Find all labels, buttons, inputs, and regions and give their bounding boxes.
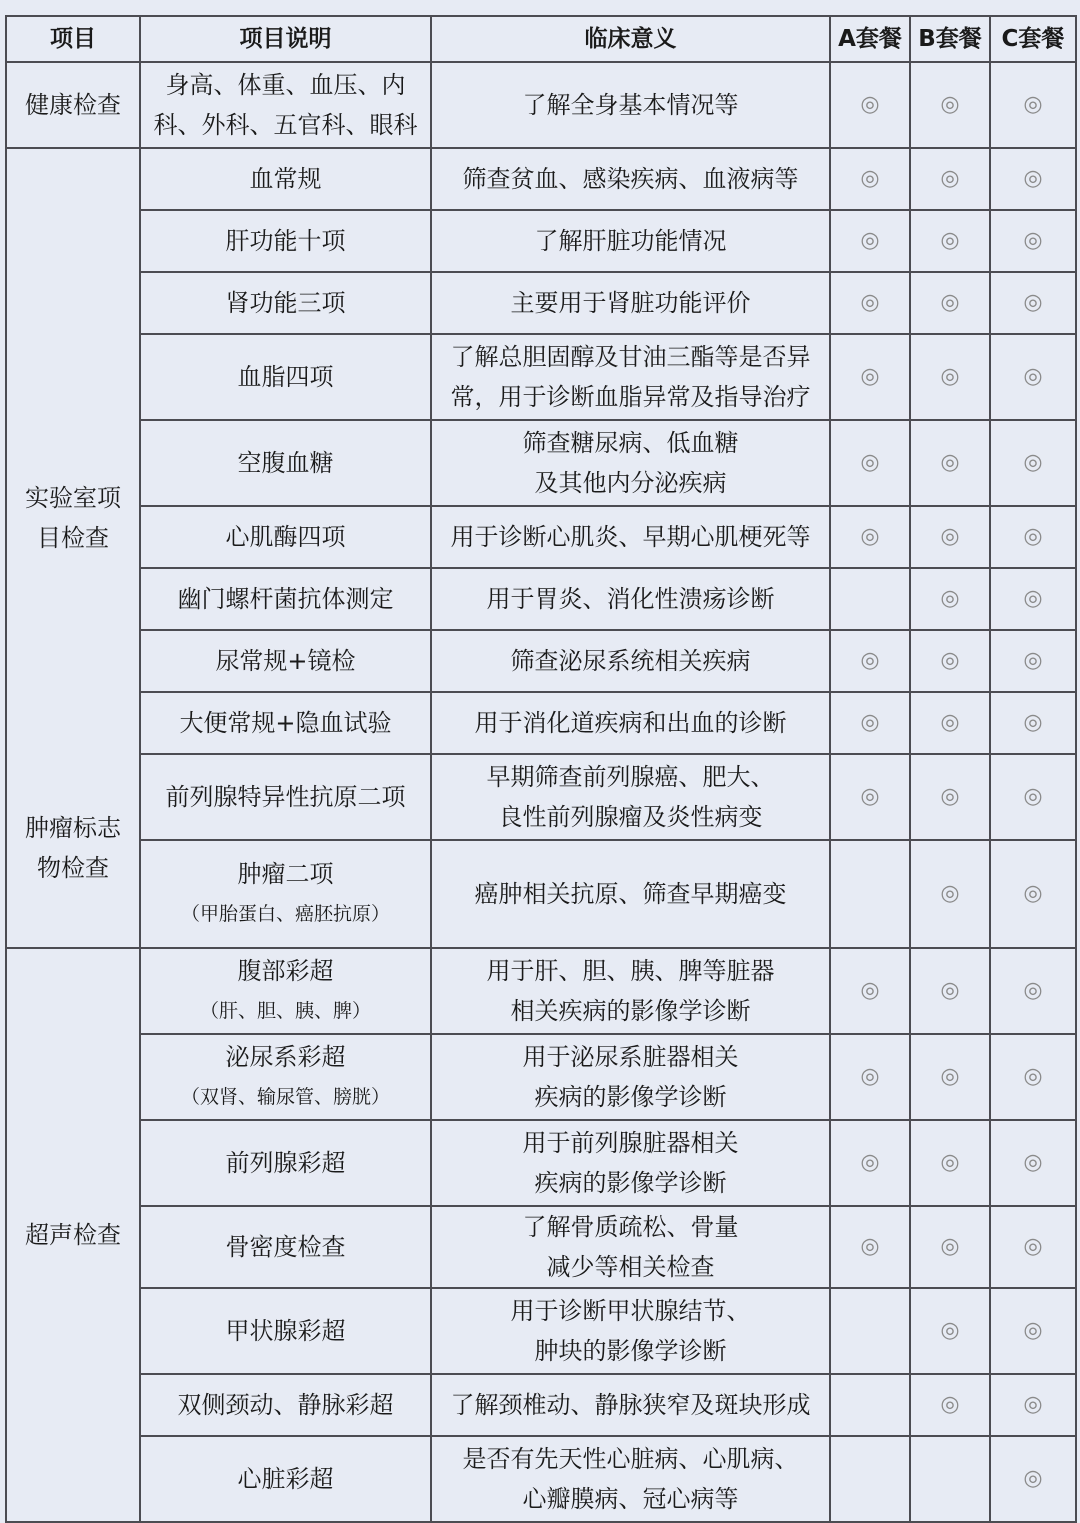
package-a-mark (830, 1288, 910, 1374)
meaning-line: 用于胃炎、消化性溃疡诊断 (486, 585, 775, 613)
description-line: 幽门螺杆菌抗体测定 (177, 585, 394, 613)
category-label: 超声检查 (25, 1221, 121, 1249)
package-b-mark: ◎ (910, 1288, 990, 1374)
description-line: 大便常规+隐血试验 (179, 709, 392, 737)
package-b-mark: ◎ (910, 1120, 990, 1206)
category-label: 健康检查 (25, 91, 121, 119)
table-row (6, 840, 1076, 948)
item-description (140, 754, 431, 840)
package-c-mark: ◎ (990, 1034, 1076, 1120)
meaning-line: 癌肿相关抗原、筛查早期癌变 (474, 880, 787, 908)
header-meaning: 临床意义 (431, 16, 830, 62)
header-package-c: C套餐 (990, 16, 1076, 62)
clinical-meaning (431, 1288, 830, 1374)
description-line: 肿瘤二项 (237, 860, 334, 888)
meaning-line: 心瓣膜病、冠心病等 (522, 1485, 739, 1513)
item-description (140, 1436, 431, 1522)
clinical-meaning (431, 948, 830, 1034)
item-description (140, 420, 431, 506)
package-b-mark: ◎ (910, 692, 990, 754)
table-row (6, 568, 1076, 630)
meaning-line: 及其他内分泌疾病 (534, 469, 727, 497)
package-b-mark: ◎ (910, 948, 990, 1034)
package-a-mark: ◎ (830, 1120, 910, 1206)
meaning-line: 了解骨质疏松、骨量 (522, 1213, 739, 1241)
meaning-line: 用于诊断甲状腺结节、 (510, 1297, 751, 1325)
package-a-mark: ◎ (830, 948, 910, 1034)
table-row (6, 210, 1076, 272)
package-c-mark: ◎ (990, 1206, 1076, 1288)
table-row (6, 630, 1076, 692)
package-a-mark: ◎ (830, 506, 910, 568)
package-b-mark (910, 1436, 990, 1522)
table-row (6, 948, 1076, 1034)
category-label-line: 物检查 (37, 854, 109, 882)
package-b-mark: ◎ (910, 210, 990, 272)
meaning-line: 筛查糖尿病、低血糖 (522, 429, 739, 457)
package-a-mark: ◎ (830, 62, 910, 148)
description-line: 泌尿系彩超 (225, 1043, 346, 1071)
package-a-mark: ◎ (830, 754, 910, 840)
package-b-mark: ◎ (910, 420, 990, 506)
meaning-line: 早期筛查前列腺癌、肥大、 (486, 763, 775, 791)
meaning-line: 疾病的影像学诊断 (534, 1083, 727, 1111)
package-b-mark: ◎ (910, 1374, 990, 1436)
meaning-line: 相关疾病的影像学诊断 (510, 997, 751, 1025)
meaning-line: 了解肝脏功能情况 (534, 227, 727, 255)
package-a-mark: ◎ (830, 1206, 910, 1288)
description-line: 骨密度检查 (225, 1233, 346, 1261)
item-description (140, 1120, 431, 1206)
package-a-mark: ◎ (830, 630, 910, 692)
description-line: 尿常规+镜检 (215, 647, 356, 675)
package-b-mark: ◎ (910, 1206, 990, 1288)
package-c-mark: ◎ (990, 272, 1076, 334)
meaning-line: 用于诊断心肌炎、早期心肌梗死等 (450, 523, 811, 551)
description-line: 腹部彩超 (237, 957, 334, 985)
clinical-meaning (431, 568, 830, 630)
table-row (6, 148, 1076, 210)
table-row (6, 1436, 1076, 1522)
item-description (140, 62, 431, 148)
item-description (140, 948, 431, 1034)
package-c-mark: ◎ (990, 148, 1076, 210)
meaning-line: 常，用于诊断血脂异常及指导治疗 (450, 383, 811, 411)
package-c-mark: ◎ (990, 62, 1076, 148)
item-description (140, 630, 431, 692)
header-package-b: B套餐 (910, 16, 990, 62)
clinical-meaning (431, 1374, 830, 1436)
clinical-meaning (431, 148, 830, 210)
description-line: 肝功能十项 (225, 227, 346, 255)
package-a-mark (830, 1436, 910, 1522)
description-line: 血常规 (249, 165, 322, 193)
package-b-mark: ◎ (910, 506, 990, 568)
package-b-mark: ◎ (910, 272, 990, 334)
item-description (140, 1206, 431, 1288)
item-description (140, 568, 431, 630)
category-label-line: 实验室项 (25, 484, 121, 512)
table-body (6, 62, 1076, 1522)
description-line: 前列腺特异性抗原二项 (165, 783, 406, 811)
table-row (6, 1034, 1076, 1120)
meaning-line: 用于消化道疾病和出血的诊断 (474, 709, 787, 737)
meaning-line: 良性前列腺瘤及炎性病变 (498, 803, 763, 831)
table-row (6, 692, 1076, 754)
package-a-mark: ◎ (830, 1034, 910, 1120)
clinical-meaning (431, 420, 830, 506)
header-row (6, 16, 1076, 62)
category-label-lab (9, 478, 137, 558)
clinical-meaning (431, 1436, 830, 1522)
description-line: 双侧颈动、静脉彩超 (177, 1391, 394, 1419)
item-description (140, 272, 431, 334)
item-description (140, 148, 431, 210)
package-a-mark: ◎ (830, 148, 910, 210)
package-a-mark: ◎ (830, 692, 910, 754)
clinical-meaning (431, 840, 830, 948)
package-c-mark: ◎ (990, 334, 1076, 420)
header-item: 项目 (6, 16, 140, 62)
description-subtext: （肝、胆、胰、脾） (199, 1000, 371, 1022)
package-a-mark: ◎ (830, 420, 910, 506)
package-c-mark: ◎ (990, 754, 1076, 840)
meaning-line: 是否有先天性心脏病、心肌病、 (462, 1445, 799, 1473)
description-line: 心肌酶四项 (225, 523, 346, 551)
package-c-mark: ◎ (990, 630, 1076, 692)
package-b-mark: ◎ (910, 148, 990, 210)
category-cell-lab-tumor (6, 148, 140, 948)
meaning-line: 肿块的影像学诊断 (534, 1337, 727, 1365)
description-line: 身高、体重、血压、内 (165, 71, 406, 99)
category-label-line: 肿瘤标志 (25, 814, 121, 842)
package-c-mark: ◎ (990, 1374, 1076, 1436)
meaning-line: 用于泌尿系脏器相关 (522, 1043, 739, 1071)
package-a-mark (830, 568, 910, 630)
package-c-mark: ◎ (990, 1120, 1076, 1206)
package-c-mark: ◎ (990, 948, 1076, 1034)
description-line: 甲状腺彩超 (225, 1317, 346, 1345)
category-label-line: 目检查 (37, 524, 109, 552)
header-desc: 项目说明 (140, 16, 431, 62)
meaning-line: 了解总胆固醇及甘油三酯等是否异 (450, 343, 811, 371)
package-b-mark: ◎ (910, 568, 990, 630)
item-description (140, 506, 431, 568)
table-row (6, 1288, 1076, 1374)
table-row (6, 272, 1076, 334)
table-row (6, 334, 1076, 420)
meaning-line: 用于前列腺脏器相关 (522, 1129, 739, 1157)
item-description (140, 1034, 431, 1120)
meaning-line: 主要用于肾脏功能评价 (510, 289, 751, 317)
item-description (140, 210, 431, 272)
package-b-mark: ◎ (910, 630, 990, 692)
table-row (6, 62, 1076, 148)
clinical-meaning (431, 272, 830, 334)
package-c-mark: ◎ (990, 1436, 1076, 1522)
description-line: 血脂四项 (237, 363, 334, 391)
clinical-meaning (431, 630, 830, 692)
clinical-meaning (431, 334, 830, 420)
package-c-mark: ◎ (990, 568, 1076, 630)
package-c-mark: ◎ (990, 506, 1076, 568)
table-row (6, 754, 1076, 840)
item-description (140, 1374, 431, 1436)
item-description (140, 334, 431, 420)
meaning-line: 了解全身基本情况等 (522, 91, 739, 119)
meaning-line: 减少等相关检查 (546, 1253, 715, 1281)
clinical-meaning (431, 754, 830, 840)
package-c-mark: ◎ (990, 420, 1076, 506)
item-description (140, 692, 431, 754)
package-b-mark: ◎ (910, 334, 990, 420)
item-description (140, 1288, 431, 1374)
meaning-line: 筛查贫血、感染疾病、血液病等 (462, 165, 799, 193)
table-row (6, 506, 1076, 568)
clinical-meaning (431, 692, 830, 754)
package-b-mark: ◎ (910, 1034, 990, 1120)
description-line: 前列腺彩超 (225, 1149, 346, 1177)
category-cell-health (6, 62, 140, 148)
header-package-a: A套餐 (830, 16, 910, 62)
package-c-mark: ◎ (990, 692, 1076, 754)
clinical-meaning (431, 210, 830, 272)
clinical-meaning (431, 506, 830, 568)
package-c-mark: ◎ (990, 210, 1076, 272)
description-line: 心脏彩超 (237, 1465, 334, 1493)
table-row (6, 420, 1076, 506)
meaning-line: 筛查泌尿系统相关疾病 (510, 647, 751, 675)
package-a-mark: ◎ (830, 272, 910, 334)
package-c-mark: ◎ (990, 1288, 1076, 1374)
category-label-tumor (9, 808, 137, 888)
package-b-mark: ◎ (910, 62, 990, 148)
package-c-mark: ◎ (990, 840, 1076, 948)
description-line: 空腹血糖 (237, 449, 334, 477)
clinical-meaning (431, 1034, 830, 1120)
package-a-mark (830, 1374, 910, 1436)
clinical-meaning (431, 62, 830, 148)
table-row (6, 1206, 1076, 1288)
meaning-line: 用于肝、胆、胰、脾等脏器 (486, 957, 775, 985)
meaning-line: 疾病的影像学诊断 (534, 1169, 727, 1197)
package-a-mark: ◎ (830, 210, 910, 272)
table-row (6, 1374, 1076, 1436)
package-b-mark: ◎ (910, 840, 990, 948)
clinical-meaning (431, 1206, 830, 1288)
package-b-mark: ◎ (910, 754, 990, 840)
checkup-package-table (5, 15, 1077, 1523)
category-cell-ultrasound (6, 948, 140, 1522)
description-line: 科、外科、五官科、眼科 (153, 111, 418, 139)
package-a-mark: ◎ (830, 334, 910, 420)
description-subtext: （双肾、输尿管、膀胱） (180, 1086, 390, 1108)
description-subtext: （甲胎蛋白、癌胚抗原） (180, 903, 390, 925)
item-description (140, 840, 431, 948)
package-a-mark (830, 840, 910, 948)
description-line: 肾功能三项 (225, 289, 346, 317)
clinical-meaning (431, 1120, 830, 1206)
meaning-line: 了解颈椎动、静脉狭窄及斑块形成 (450, 1391, 811, 1419)
table-row (6, 1120, 1076, 1206)
